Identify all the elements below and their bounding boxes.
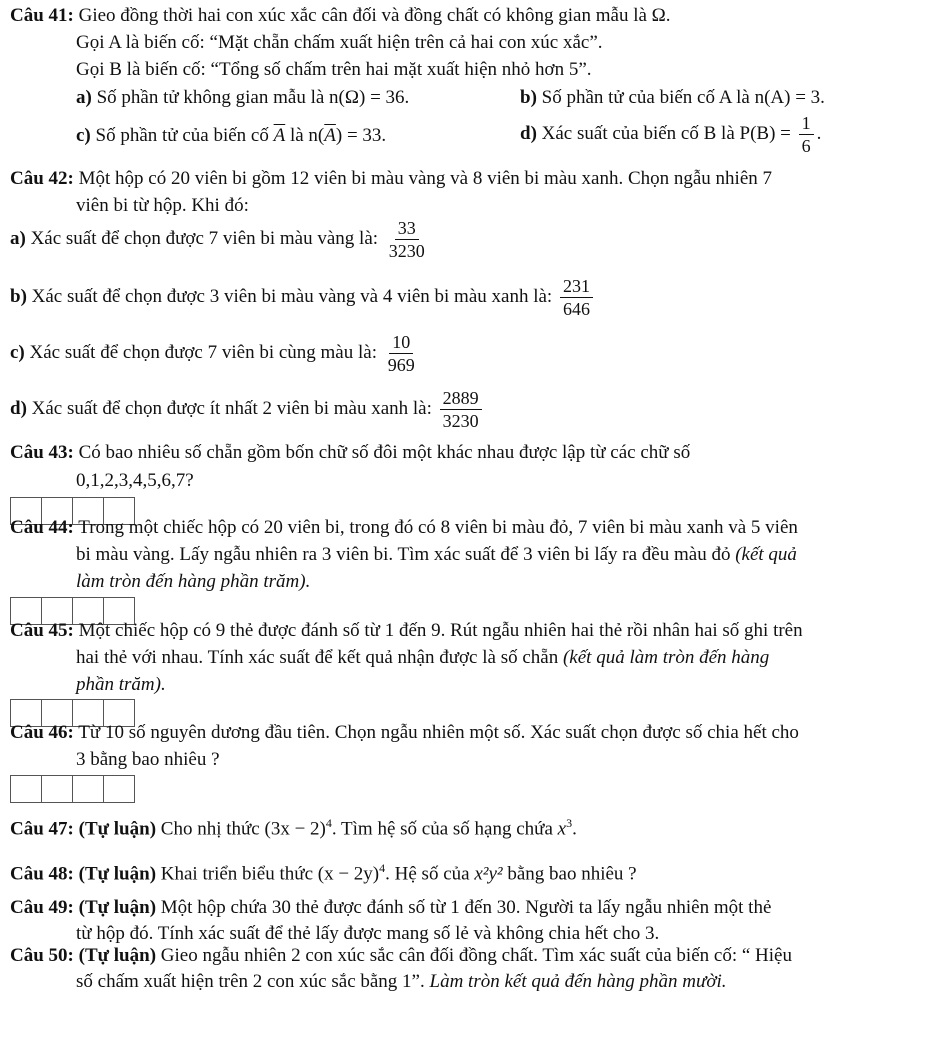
statement-c: c) Xác suất để chọn được 7 viên bi cùng màu là: $\frac{10}{969}$ — [10, 332, 415, 375]
question-label: Câu 41: — [10, 5, 74, 26]
question-text: Gieo đồng thời hai con xúc xắc cân đối và đồng chất có không gian mẫu là Ω. — [78, 5, 671, 26]
question-text: Gọi B là biến cố: “Tổng số chấm trên hai mặt xuất hiện nhỏ hơn 5”. — [76, 59, 592, 80]
answer-boxes[interactable] — [10, 775, 135, 803]
statement-a: a) Số phần tử không gian mẫu là n(Ω) = 36. — [76, 87, 410, 108]
statement-b: b) Xác suất để chọn được 3 viên bi màu vàng và 4 viên bi màu xanh là: $\frac{231}{646}$ — [10, 275, 596, 320]
statement-c: c) Số phần tử của biến cố $\overline{A}$ là $n(\overline{A}) = 33$. — [76, 125, 387, 146]
question-text: Gọi A là biến cố: “Mặt chẵn chấm xuất hiện trên cả hai con xúc xắc”. — [76, 32, 603, 53]
statement-d: d) Xác suất của biến cố B là P(B) = $\frac{1}{6}$ . — [520, 113, 822, 156]
statement-b: b) Số phần tử của biến cố A là n(A) = 3. — [520, 87, 825, 108]
statement-d: d) Xác suất để chọn được ít nhất 2 viên bi màu xanh là: $\frac{2889}{3230}$ — [10, 387, 485, 432]
statement-a: a) Xác suất để chọn được 7 viên bi màu vàng là: $\frac{33}{3230}$ — [10, 218, 425, 261]
